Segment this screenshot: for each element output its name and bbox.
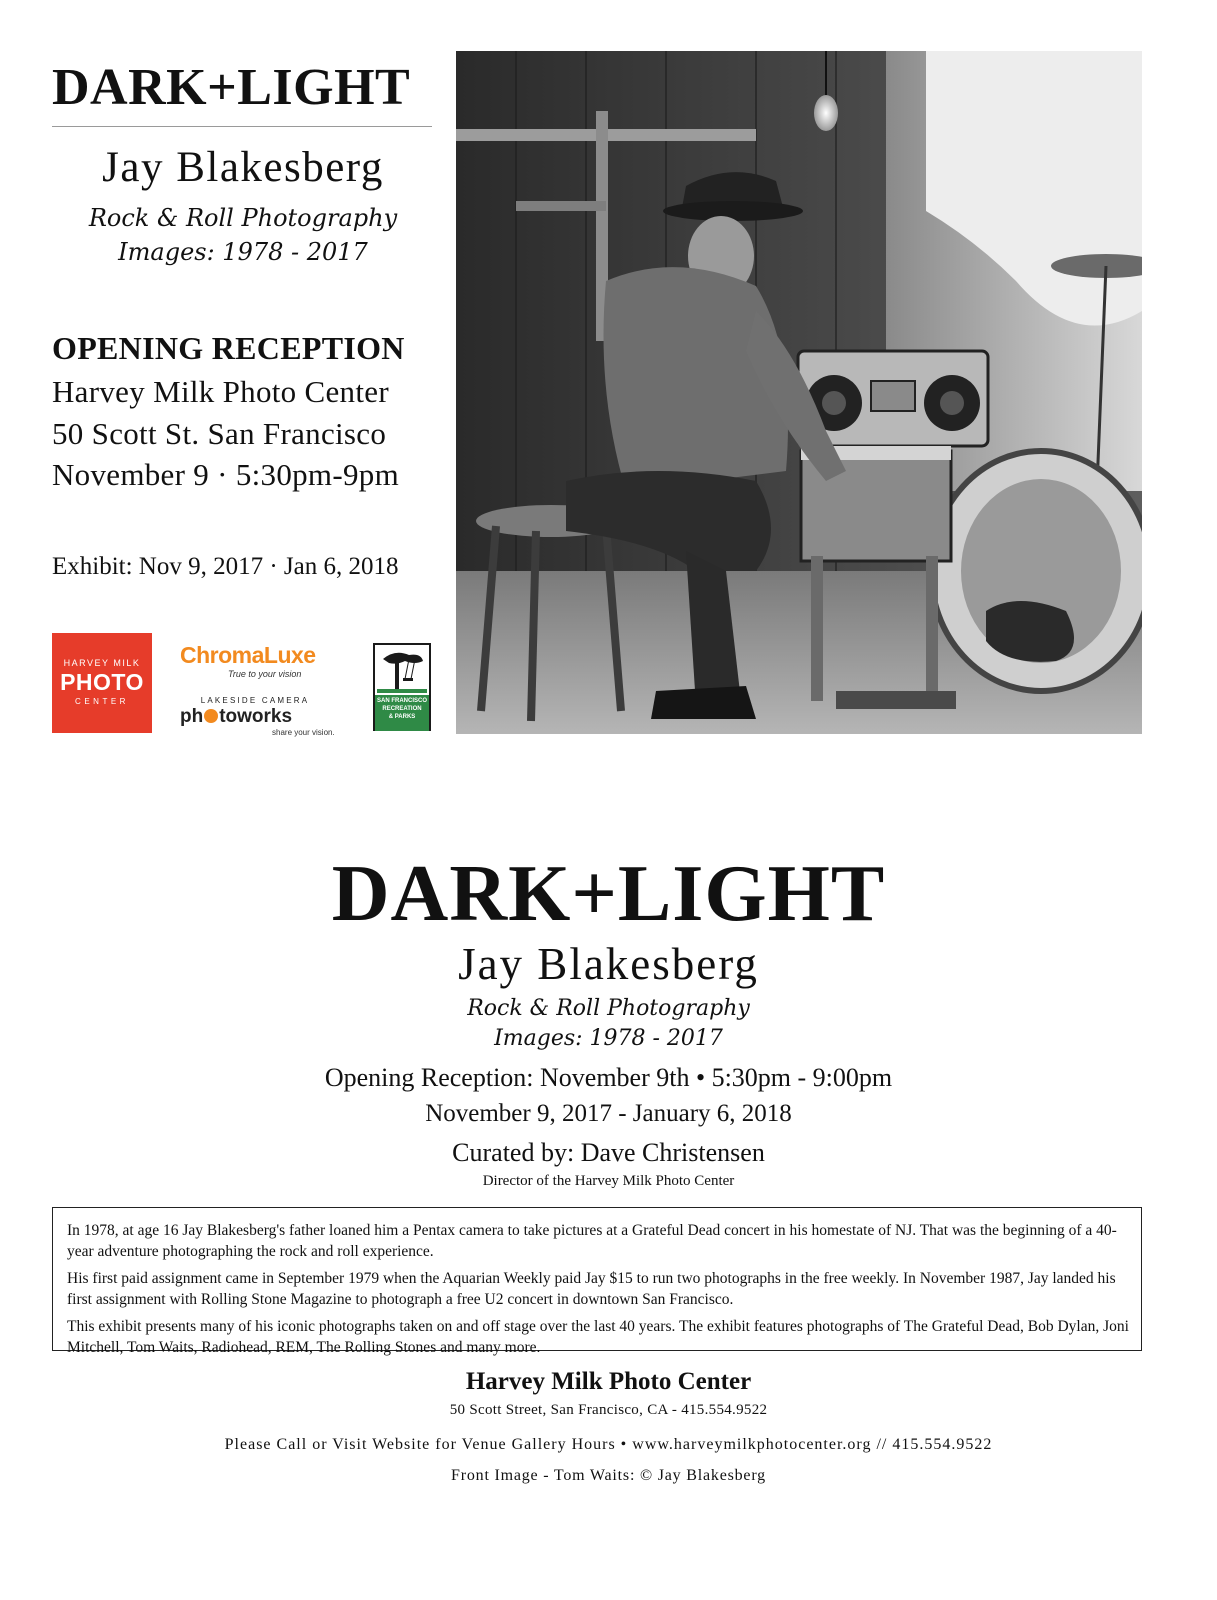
reception-heading: OPENING RECEPTION (52, 330, 405, 366)
artist-name: Jay Blakesberg (102, 144, 384, 191)
hmpc-logo-line2: PHOTO (60, 669, 144, 695)
footer-hours-website: Please Call or Visit Website for Venue Gallery Hours • www.harveymilkphotocenter.org // 415.554.9522 (224, 1436, 993, 1453)
lakeside-logo-name-part2: toworks (219, 706, 293, 727)
curator-title: Director of the Harvey Milk Photo Center (482, 1173, 735, 1189)
lakeside-logo-tagline: share your vision. (272, 728, 335, 737)
lakeside-logo-top: LAKESIDE CAMERA (200, 696, 310, 705)
chromaluxe-logo-name: ChromaLuxe (180, 642, 316, 668)
main-years: Images: 1978 - 2017 (494, 1026, 723, 1051)
main-subtitle: Rock & Roll Photography (467, 996, 750, 1021)
photo-credit: Front Image - Tom Waits: © Jay Blakesberg (451, 1467, 766, 1484)
sfrp-logo-line1: SAN FRANCISCO (376, 698, 427, 704)
bio-paragraph-2: His first paid assignment came in September 1979 when the Aquarian Weekly paid Jay $15 to run two photographs in the free weekly. In November 1987, Jay landed his first assignment with Rolling Stone Magazine to photograph a free U2 concert in downtown San Francisco. (67, 1270, 1116, 1308)
reception-venue: Harvey Milk Photo Center (52, 374, 389, 409)
reception-datetime: November 9 · 5:30pm-9pm (52, 457, 399, 492)
musician-at-toy-piano-photo (456, 51, 1142, 734)
lakeside-logo-name-part1: ph (180, 706, 204, 727)
chromaluxe-logo (180, 642, 350, 682)
curator-line: Curated by: Dave Christensen (452, 1138, 765, 1167)
sf-recreation-parks-logo (373, 643, 431, 731)
hero-photograph (456, 51, 1142, 734)
chromaluxe-logo-tagline: True to your vision (228, 669, 302, 679)
main-title: DARK+LIGHT (331, 850, 886, 938)
lakeside-photoworks-logo (180, 696, 350, 736)
aperture-dot-icon (204, 709, 218, 723)
opening-reception-line: Opening Reception: November 9th • 5:30pm - 9:00pm (324, 1063, 893, 1092)
exhibit-range: Exhibit: Nov 9, 2017 · Jan 6, 2018 (52, 553, 399, 580)
lakeside-logo-name (180, 706, 350, 728)
poster-subtitle: Rock & Roll Photography (88, 204, 398, 232)
hmpc-logo-line1: HARVEY MILK (63, 658, 141, 668)
sfrp-logo-text (375, 695, 429, 731)
harvey-milk-photo-center-logo (52, 633, 152, 733)
exhibit-date-range: November 9, 2017 - January 6, 2018 (425, 1100, 792, 1127)
bio-box (52, 1207, 1142, 1356)
footer-address: 50 Scott Street, San Francisco, CA - 415.554.9522 (449, 1402, 768, 1418)
bio-paragraph-3: This exhibit presents many of his iconic photographs taken on and off stage over the last 40 years. The exhibit features photographs of The Grateful Dead, Bob Dylan, Joni Mitchell, Tom Waits, Radiohead, REM, The Rolling Stones and many more. (67, 1318, 1129, 1356)
poster-title: DARK+LIGHT (52, 59, 411, 116)
title-divider (52, 126, 432, 127)
sfrp-logo-line3: & PARKS (388, 714, 416, 720)
bio-paragraph-1: In 1978, at age 16 Jay Blakesberg's father loaned him a Pentax camera to take pictures at a Grateful Dead concert in his homestate of NJ. That was the beginning of a 40-year adventure photographing the rock and roll experience. (67, 1222, 1117, 1260)
reception-address: 50 Scott St. San Francisco (52, 416, 387, 451)
hmpc-logo-line3: CENTER (75, 697, 129, 706)
footer-venue: Harvey Milk Photo Center (465, 1368, 752, 1395)
tree-swing-icon (375, 645, 429, 695)
sfrp-logo-line2: RECREATION (382, 706, 422, 712)
poster-years: Images: 1978 - 2017 (118, 238, 368, 266)
main-artist-name: Jay Blakesberg (458, 939, 759, 989)
